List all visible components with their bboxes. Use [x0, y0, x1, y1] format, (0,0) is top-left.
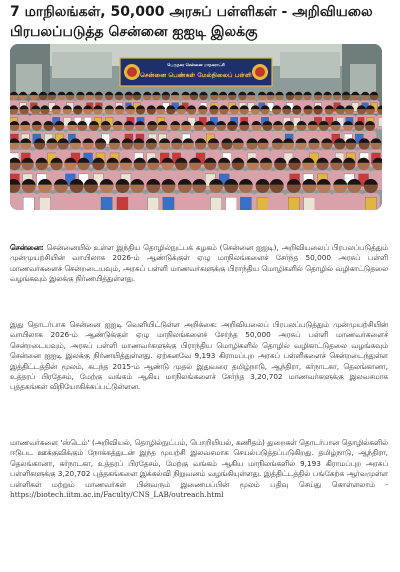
outreach-link[interactable]: https://biotech.iitm.ac.in/Faculty/CNS_LAB/outreach.html — [10, 490, 224, 500]
article-paragraph-2 — [10, 320, 388, 393]
group-photo-of-students — [10, 44, 382, 210]
article-paragraph-3 — [10, 438, 388, 500]
article-photo — [10, 44, 382, 210]
paragraph-1-text: சென்னையில் உள்ள இந்திய தொழில்நுட்பக் கழகம் (சென்னை ஐஐடி), அறிவியலைப் பிரபலப்படுத்தும் முன்முயற்சியின் வாயிலாக 2026-ம் ஆண்டுக்குள் ஏழு மாநிலங்களைச் சேர்ந்த 50,000 அரசுப் பள்ளி மாணவர்களைச் சென்றடையவும், அரசுப் பள்ளி மாணவர்களுக்கு பிராந்திய மொழிகளில் தொழில் வழிகாட்டுதலை வழங்கவும் இலக்கு நிர்ணயித்துள்ளது. — [10, 243, 388, 284]
school-banner — [120, 58, 272, 86]
banner-school-name: சென்னை பெண்கள் மேல்நிலைப் பள்ளி — [140, 72, 252, 79]
paragraph-2-text: இது தொடர்பாக சென்னை ஐஐடி வெளியிட்டுள்ள அறிக்கை: அறிவியலைப் பிரபலப்படுத்தும் முன்முயற்சியின் வாயிலாக 2026-ம் ஆண்டுக்குள் ஏழு மாநிலங்களைச் சேர்ந்த 50,000 அரசுப் பள்ளி மாணவர்களைச் சென்றடையவும், அரசுப் பள்ளி மாணவர்களுக்கு பிராந்திய மொழிகளில் தொழில் வழிகாட்டுதலை வழங்கவும் சென்னை ஐஐடி இலக்கு நிர்ணயித்துள்ளது. ஏற்கனவே 9,193 கிராமப்புற அரசுப் பள்ளிகளைச் சென்றடைந்துள்ள இத்திட்டத்தின் மூலம், கடந்த 2015-ம் ஆண்டு முதல் இதுவரை தமிழ்நாடு, ஆந்திரா, கர்நாடகா, தெலங்கானா, உத்தரப் பிரதேசம், மேற்கு வங்கம் ஆகிய மாநிலங்களைச் சேர்ந்த 3,20,702 மாணவர்களுக்கு இலவசமாக புத்தகங்கள் விநியோகிக்கப்பட்டுள்ளன. — [10, 320, 388, 392]
banner-small-text: பெருநகர சென்னை மாநகராட்சி — [167, 62, 225, 67]
article-paragraph-1 — [10, 243, 388, 285]
paragraph-3-text: மாணவர்களை 'ஸ்டெம்' (அறிவியல், தொழில்நுட்பம், பொறியியல், கணிதம்) துறைகள் தொடர்பான தொழில்களில் ஈடுபட ஊக்குவிக்கும் நோக்கத்துடன் இந்த முயற்சி இலவசமாக செயல்படுத்தப்படுகிறது. தமிழ்நாடு, ஆந்திரா, தெலங்கானா, கர்நாடகா, உத்தரப் பிரதேசம், மேற்கு வங்கம் ஆகிய மாநிலங்களில் 9,193 கிராமப்புற அரசுப் பள்ளிகளுக்கு 3,20,702 புத்தகங்களை இக்கல்வி நிறுவனம் வழங்கியுள்ளது. இத்திட்டத்தில் பங்கேற்க ஆர்வமுள்ள பள்ளிகள் மற்றும் மாணவர்கள் பின்வரும் இணையப்பின் மூலம் பதிவு செய்து கொள்ளலாம் - — [10, 438, 388, 489]
article-headline: 7 மாநிலங்கள், 50,000 அரசுப் பள்ளிகள் - அறிவியலை பிரபலப்படுத்த சென்னை ஐஐடி இலக்கு — [10, 4, 373, 40]
dateline: சென்னை: — [10, 243, 44, 252]
